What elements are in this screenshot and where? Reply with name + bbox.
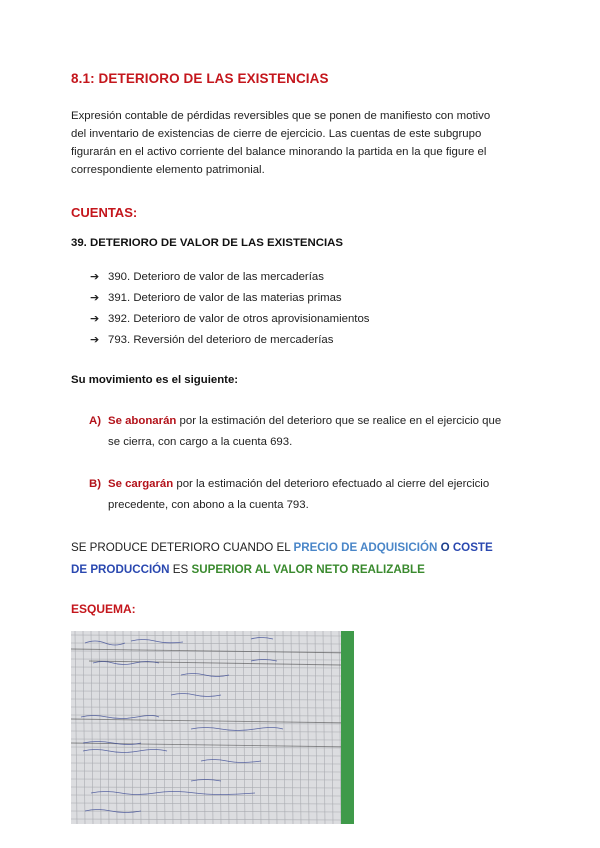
account-label: 390. Deterioro de valor de las mercaderías xyxy=(108,271,324,283)
movement-heading: Su movimiento es el siguiente: xyxy=(71,374,239,386)
rule-letter: A) xyxy=(89,415,102,427)
account-label: 391. Deterioro de valor de las materias primas xyxy=(108,292,342,304)
rule-continuation: precedente, con abono a la cuenta 793. xyxy=(108,499,309,511)
statement-text: SE PRODUCE DETERIORO CUANDO EL xyxy=(71,541,294,554)
rule-verb: Se cargarán xyxy=(108,478,174,490)
rule-b xyxy=(89,474,539,516)
intro-line: Expresión contable de pérdidas reversibles que se ponen de manifiesto con motivo xyxy=(71,110,491,122)
rule-a xyxy=(89,411,539,453)
rule-text: por la estimación del deterioro que se realice en el ejercicio que xyxy=(176,415,502,427)
arrow-icon: ➔ xyxy=(90,270,100,283)
arrow-icon: ➔ xyxy=(90,333,100,346)
rule-letter: B) xyxy=(89,478,102,490)
statement-cost: COSTE xyxy=(452,541,493,554)
account-label: 392. Deterioro de valor de otros aprovisionamientos xyxy=(108,313,370,325)
scheme-image xyxy=(71,631,354,824)
statement-cost-cont: DE PRODUCCIÓN xyxy=(71,563,170,576)
account-item xyxy=(90,311,370,332)
group-heading: 39. DETERIORO DE VALOR DE LAS EXISTENCIAS xyxy=(71,237,343,249)
account-item xyxy=(90,269,370,290)
statement-es: ES xyxy=(169,563,192,576)
accounts-list xyxy=(90,269,370,353)
intro-paragraph xyxy=(71,107,529,179)
intro-line: correspondiente elemento patrimonial. xyxy=(71,164,265,176)
deterioration-statement xyxy=(71,537,541,581)
rule-text: por la estimación del deterioro efectuado al cierre del ejercicio xyxy=(173,478,490,490)
statement-superior: SUPERIOR AL VALOR NETO REALIZABLE xyxy=(191,563,425,576)
esquema-heading: ESQUEMA: xyxy=(71,602,136,616)
account-item xyxy=(90,332,370,353)
account-item xyxy=(90,290,370,311)
account-label: 793. Reversión del deterioro de mercaderías xyxy=(108,334,334,346)
statement-or: O xyxy=(437,541,453,554)
statement-price: PRECIO DE ADQUISICIÓN xyxy=(293,541,438,554)
intro-line: del inventario de existencias de cierre de ejercicio. Las cuentas de este subgrupo xyxy=(71,128,482,140)
rule-verb: Se abonarán xyxy=(108,415,177,427)
rule-continuation: se cierra, con cargo a la cuenta 693. xyxy=(108,436,293,448)
section-title: 8.1: DETERIORO DE LAS EXISTENCIAS xyxy=(71,71,329,86)
intro-line: figurarán en el activo corriente del balance minorando la partida en la que figure el xyxy=(71,146,487,158)
cuentas-heading: CUENTAS: xyxy=(71,205,138,220)
arrow-icon: ➔ xyxy=(90,312,100,325)
arrow-icon: ➔ xyxy=(90,291,100,304)
